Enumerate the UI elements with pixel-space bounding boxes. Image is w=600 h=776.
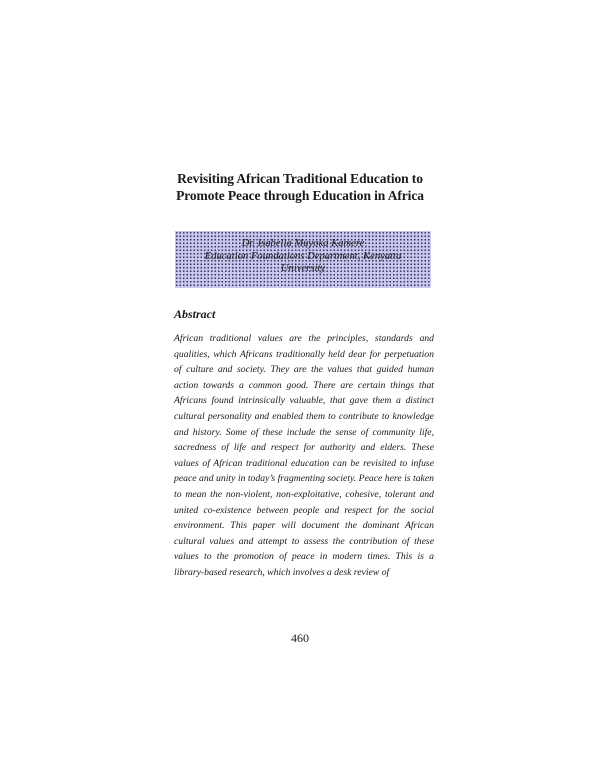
- page-number: 460: [291, 631, 309, 645]
- author-affiliation: Education Foundations Department, Kenyatta University: [204, 250, 402, 274]
- abstract-heading: Abstract: [174, 307, 216, 321]
- author-name: Dr. Isabella Muyoka Kamere: [241, 238, 365, 249]
- paper-title: Revisiting African Traditional Education to Promote Peace through Education in Africa: [176, 171, 424, 203]
- author-info-box: [175, 231, 431, 288]
- abstract-text: African traditional values are the principles, standards and qualities, which Africans traditionally held dear for perpetuation of culture and society. They are the values that guided human action towards a common good. There are certain things that Africans found intrinsically valuable, that gave them a distinct cultural personality and enabled them to contribute to knowledge and history. Some of these include the sense of community life, sacredness of life and respect for authority and elders. These values of African traditional education can be revisited to infuse peace and unity in today’s fragmenting society. Peace here is taken to mean the non-violent, non-exploitative, cohesive, tolerant and united co-existence between people and respect for the social environment. This paper will document the dominant African cultural values and attempt to assess the contribution of these values to the promotion of peace in modern times. This is a library-based research, which involves a desk review of: [174, 333, 434, 578]
